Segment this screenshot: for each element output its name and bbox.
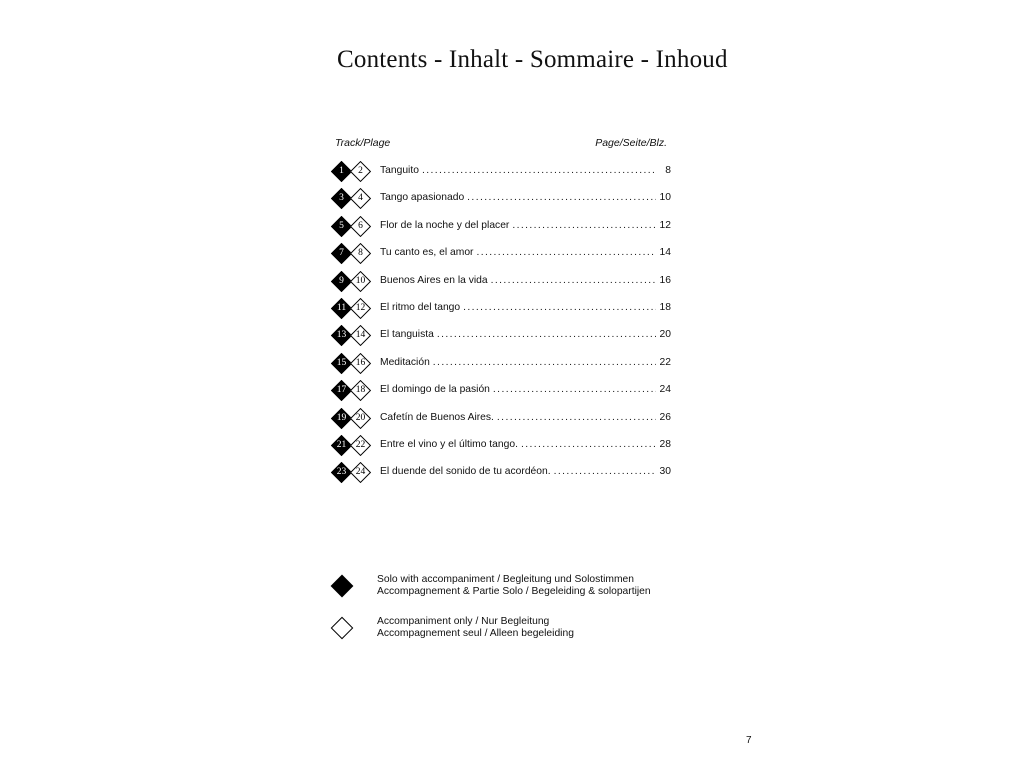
entry-title: El tanguista: [380, 329, 434, 341]
filled-diamond-icon: [331, 380, 352, 401]
page-number: 7: [746, 735, 752, 746]
outline-diamond-icon: [350, 298, 371, 319]
entry-page-number: 30: [659, 466, 671, 478]
entry-title: El domingo de la pasión: [380, 384, 490, 396]
entry-page-number: 24: [659, 384, 671, 396]
solo-track-number: 21: [336, 440, 347, 450]
dot-leader: [433, 357, 656, 368]
entry-page-number: 18: [659, 302, 671, 313]
filled-diamond-icon: [331, 435, 352, 456]
entry-title: Tango apasionado: [380, 192, 465, 204]
entry-title: Buenos Aires en la vida: [380, 274, 488, 286]
accompaniment-track-number: 16: [355, 357, 366, 368]
title-leader: [380, 247, 659, 261]
legend-solo: [377, 574, 651, 598]
title-leader: [380, 220, 659, 234]
title-leader: [380, 384, 659, 398]
entry-title: Cafetín de Buenos Aires.: [380, 411, 494, 423]
filled-diamond-icon: [331, 462, 352, 483]
track-column-header: Track/Plage: [335, 137, 391, 149]
entry-page-number: 26: [659, 411, 671, 423]
toc-entry: [331, 352, 671, 376]
accompaniment-track-number: 18: [355, 385, 366, 396]
accompaniment-track-number: 20: [355, 412, 366, 423]
title-leader: [380, 357, 659, 371]
toc-entry: [331, 242, 671, 266]
outline-diamond-icon: [350, 243, 371, 264]
accompaniment-track-number: 22: [355, 440, 366, 450]
solo-track-number: 17: [336, 385, 347, 396]
solo-track-number: 19: [336, 412, 347, 423]
solo-track-number: 23: [336, 467, 347, 478]
toc-entry: [331, 160, 671, 184]
filled-diamond-icon: [331, 243, 352, 264]
dot-leader: [491, 275, 656, 286]
entry-title: El ritmo del tango: [380, 302, 461, 313]
entry-title: Meditación: [380, 356, 430, 368]
title-leader: [380, 302, 659, 316]
entry-page-number: 10: [659, 192, 671, 204]
entry-page-number: 22: [659, 356, 671, 368]
accompaniment-track-number: 10: [355, 275, 366, 286]
accompaniment-track-number: 8: [358, 248, 363, 259]
toc-entry: [331, 407, 671, 431]
outline-diamond-icon: [350, 380, 371, 401]
page-title: Contents - Inhalt - Sommaire - Inhoud: [337, 46, 728, 73]
legend-acc-line-2: Accompagnement seul / Alleen begeleiding: [377, 628, 574, 639]
accompaniment-track-number: 6: [358, 220, 363, 231]
entry-title: El duende del sonido de tu acordéon.: [380, 466, 551, 478]
outline-diamond-icon: [350, 216, 371, 237]
toc-entry: [331, 324, 671, 348]
title-leader: [380, 412, 659, 426]
solo-track-number: 15: [336, 357, 347, 368]
dot-leader: [476, 247, 656, 258]
solo-track-number: 13: [336, 330, 347, 341]
legend-accompaniment: [377, 616, 574, 640]
outline-diamond-icon: [350, 325, 371, 346]
accompaniment-track-number: 24: [355, 467, 366, 478]
title-leader: [380, 439, 659, 453]
dot-leader: [437, 329, 656, 340]
solo-track-number: 9: [339, 275, 344, 286]
title-leader: [380, 466, 659, 480]
solo-track-number: 3: [339, 193, 344, 204]
filled-diamond-icon: [331, 161, 352, 182]
entry-page-number: 14: [659, 247, 671, 259]
toc-entry: [331, 379, 671, 403]
outline-diamond-icon: [350, 462, 371, 483]
legend-solo-line-2: Accompagnement & Partie Solo / Begeleiding & solopartijen: [377, 586, 651, 597]
dot-leader: [467, 192, 656, 203]
accompaniment-track-number: 12: [355, 303, 366, 313]
entry-title: Tu canto es, el amor: [380, 247, 474, 259]
toc-entry: [331, 434, 671, 458]
title-leader: [380, 275, 659, 289]
outline-diamond-icon: [350, 435, 371, 456]
filled-diamond-icon: [331, 188, 352, 209]
entry-page-number: 28: [659, 439, 671, 450]
toc-entry: [331, 270, 671, 294]
solo-track-number: 7: [339, 248, 344, 259]
accompaniment-track-number: 2: [358, 166, 363, 176]
filled-diamond-icon: [331, 325, 352, 346]
toc-entry: [331, 215, 671, 239]
solo-track-number: 11: [336, 303, 347, 313]
page-column-header: Page/Seite/Blz.: [595, 137, 667, 149]
dot-leader: [493, 384, 656, 395]
outline-diamond-icon: [331, 617, 353, 639]
dot-leader: [422, 165, 656, 176]
outline-diamond-icon: [350, 161, 371, 182]
filled-diamond-icon: [331, 575, 353, 597]
solo-track-number: 1: [339, 166, 344, 176]
accompaniment-track-number: 14: [355, 330, 366, 341]
dot-leader: [497, 412, 656, 423]
title-leader: [380, 329, 659, 343]
dot-leader: [463, 302, 656, 313]
entry-page-number: 8: [665, 165, 671, 176]
entry-title: Flor de la noche y del placer: [380, 219, 510, 231]
dot-leader: [512, 220, 656, 231]
title-leader: [380, 192, 659, 206]
dot-leader: [521, 439, 656, 450]
toc-entry: [331, 187, 671, 211]
entry-title: Entre el vino y el último tango.: [380, 439, 518, 450]
outline-diamond-icon: [350, 353, 371, 374]
entry-title: Tanguito: [380, 165, 419, 176]
entry-page-number: 16: [659, 274, 671, 286]
outline-diamond-icon: [350, 408, 371, 429]
accompaniment-track-number: 4: [358, 193, 363, 204]
entry-page-number: 20: [659, 329, 671, 341]
outline-diamond-icon: [350, 188, 371, 209]
legend-solo-line-1: Solo with accompaniment / Begleitung und Solostimmen: [377, 574, 634, 585]
toc-entry: [331, 461, 671, 485]
dot-leader: [554, 466, 656, 477]
toc-entry: [331, 297, 671, 321]
filled-diamond-icon: [331, 298, 352, 319]
title-leader: [380, 165, 659, 179]
outline-diamond-icon: [350, 271, 371, 292]
legend-acc-line-1: Accompaniment only / Nur Begleitung: [377, 616, 550, 627]
entry-page-number: 12: [659, 219, 671, 231]
solo-track-number: 5: [339, 220, 344, 231]
